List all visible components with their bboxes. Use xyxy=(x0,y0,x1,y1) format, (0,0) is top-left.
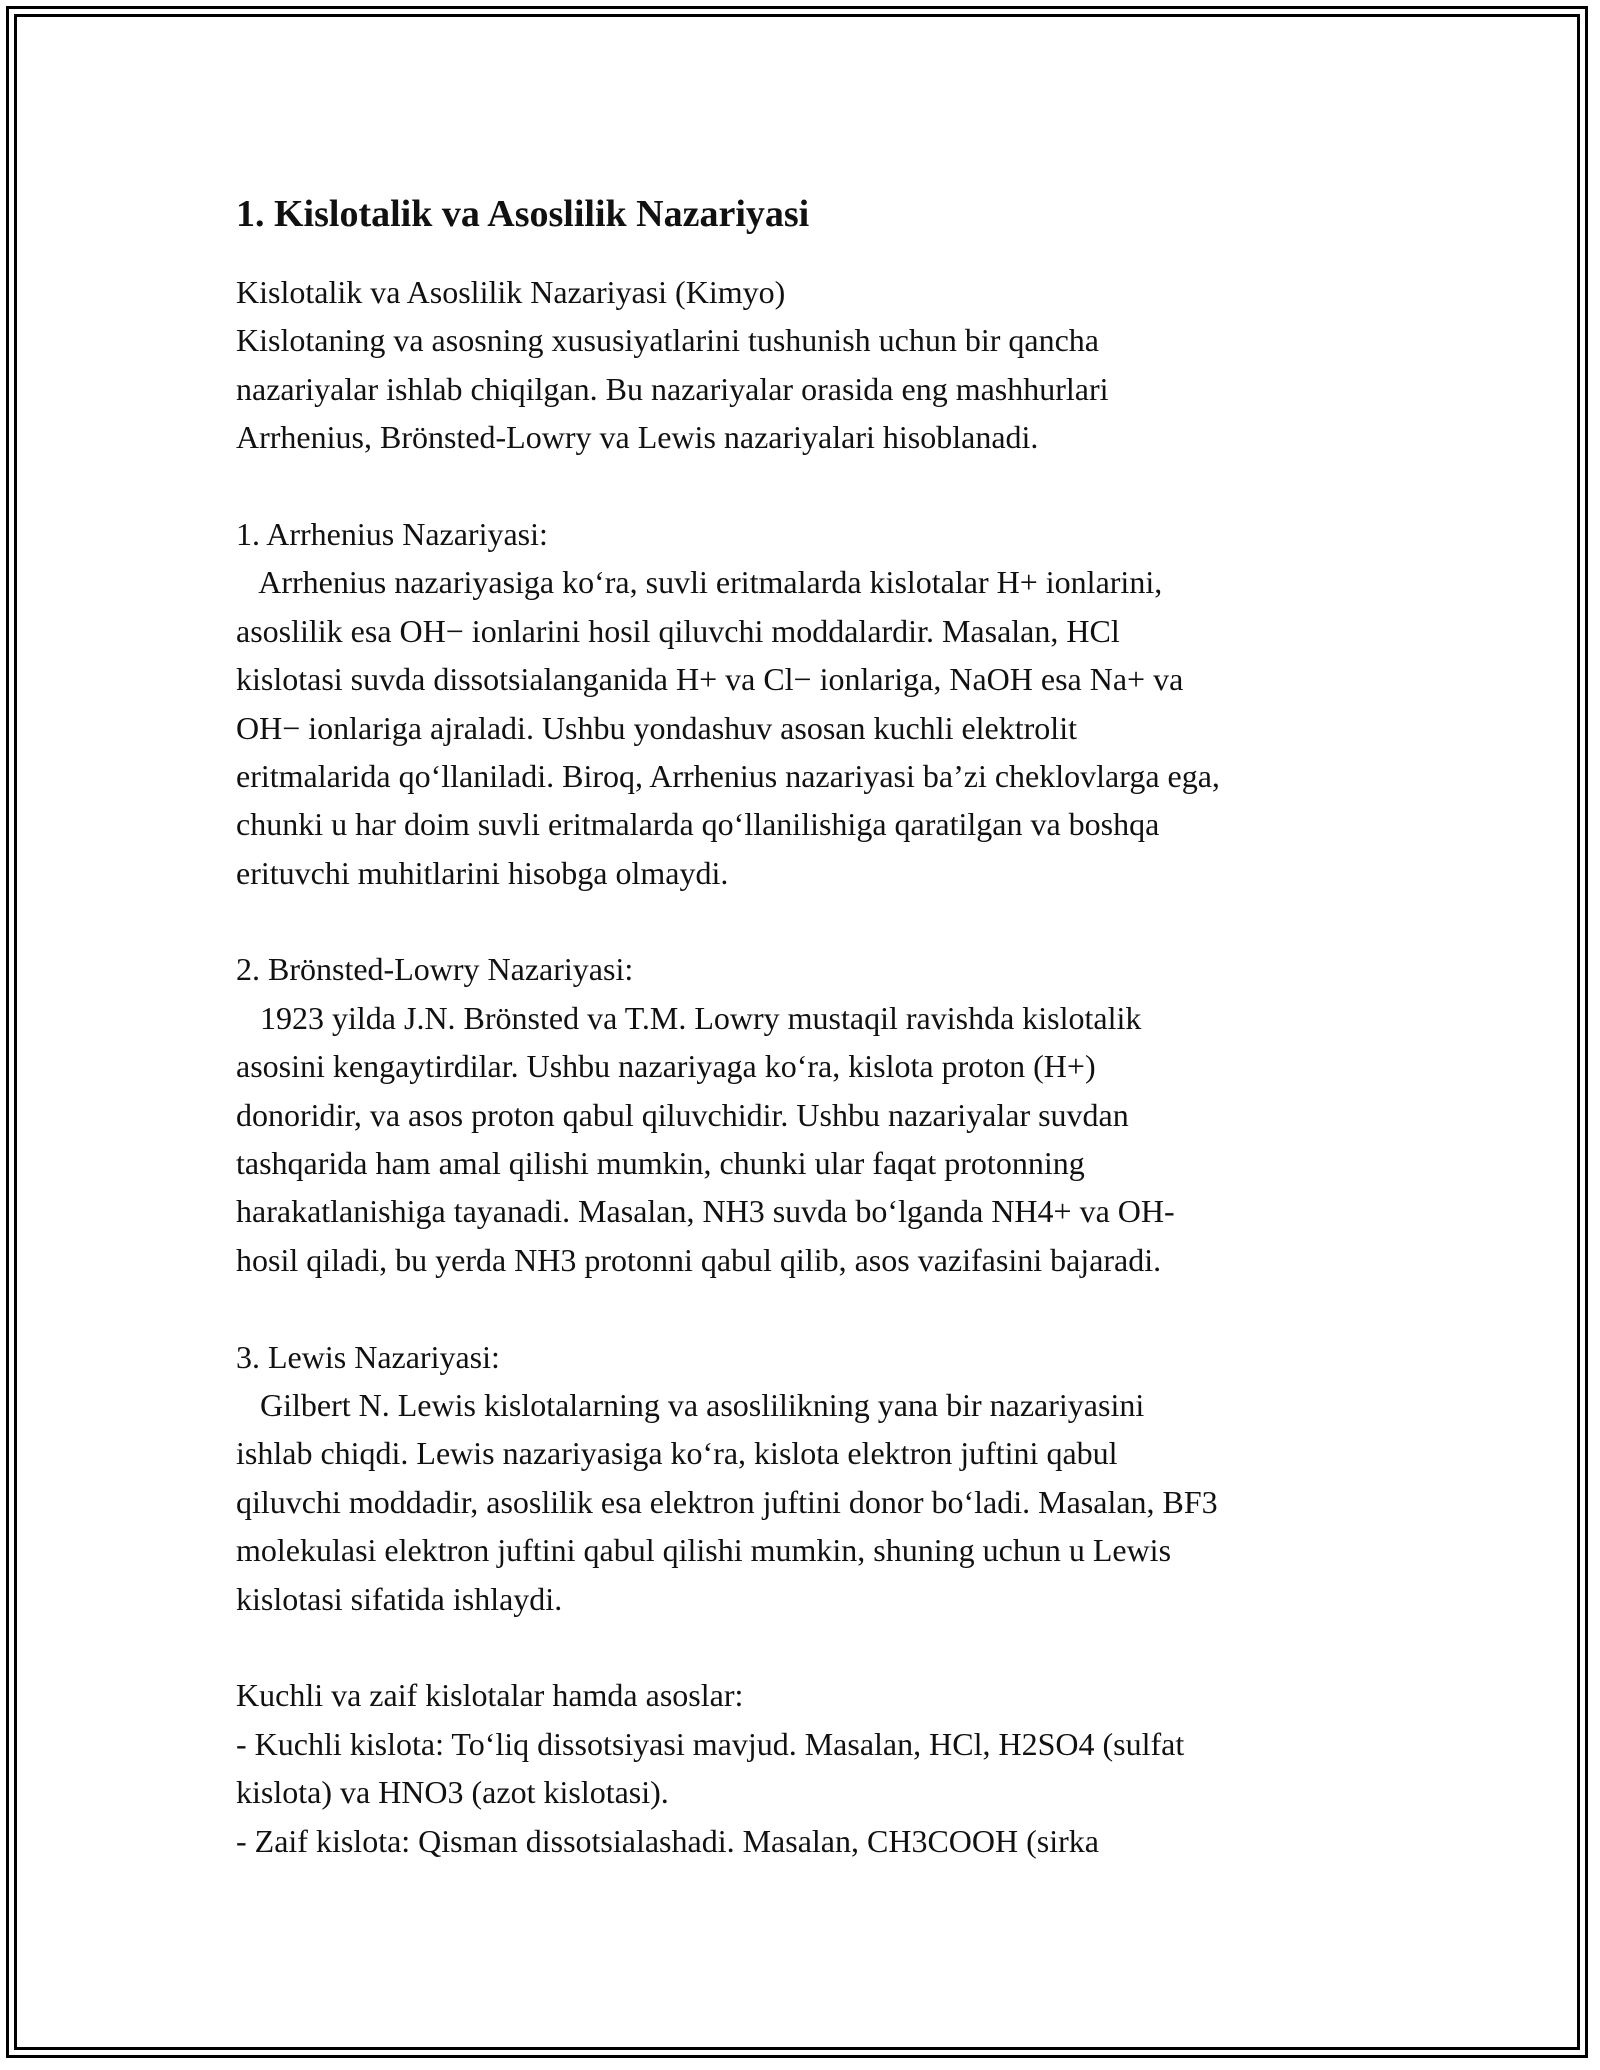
text-line: 3. Lewis Nazariyasi: xyxy=(236,1338,500,1375)
text-line: - Kuchli kislota: To‘liq dissotsiyasi mavjud. Masalan, HCl, H2SO4 (sulfat xyxy=(236,1725,1185,1762)
text-line: ishlab chiqdi. Lewis nazariyasiga ko‘ra, kislota elektron juftini qabul xyxy=(236,1435,1118,1472)
blank-line xyxy=(236,897,1376,945)
blank-line xyxy=(236,1623,1376,1671)
document-body xyxy=(236,186,1376,1865)
text-line: nazariyalar ishlab chiqilgan. Bu nazariyalar orasida eng mashhurlari xyxy=(236,370,1109,407)
text-line: erituvchi muhitlarini hisobga olmaydi. xyxy=(236,854,729,891)
text-line: Kislotaning va asosning xususiyatlarini tushunish uchun bir qancha xyxy=(236,322,1099,359)
text-line: 1923 yilda J.N. Brönsted va T.M. Lowry mustaqil ravishda kislotalik xyxy=(236,999,1142,1036)
body-text xyxy=(236,268,1376,1865)
text-line: Arrhenius, Brönsted-Lowry va Lewis nazariyalari hisoblanadi. xyxy=(236,419,1039,456)
text-line: asoslilik esa OH− ionlarini hosil qiluvchi moddalardir. Masalan, HCl xyxy=(236,612,1120,649)
blank-line xyxy=(236,462,1376,510)
text-line: chunki u har doim suvli eritmalarda qo‘llanilishiga qaratilgan va boshqa xyxy=(236,806,1160,843)
text-line: Arrhenius nazariyasiga ko‘ra, suvli eritmalarda kislotalar H+ ionlarini, xyxy=(236,564,1163,601)
text-line: harakatlanishiga tayanadi. Masalan, NH3 suvda bo‘lganda NH4+ va OH- xyxy=(236,1193,1175,1230)
text-line: hosil qiladi, bu yerda NH3 protonni qabul qilib, asos vazifasini bajaradi. xyxy=(236,1241,1162,1278)
text-line: Gilbert N. Lewis kislotalarning va asoslilikning yana bir nazariyasini xyxy=(236,1386,1145,1423)
text-line: qiluvchi moddadir, asoslilik esa elektron juftini donor bo‘ladi. Masalan, BF3 xyxy=(236,1483,1218,1520)
text-line: tashqarida ham amal qilishi mumkin, chunki ular faqat protonning xyxy=(236,1145,1085,1182)
document-heading: 1. Kislotalik va Asoslilik Nazariyasi xyxy=(236,193,810,235)
text-line: 1. Arrhenius Nazariyasi: xyxy=(236,515,548,552)
text-line: Kislotalik va Asoslilik Nazariyasi (Kimyo) xyxy=(236,274,786,310)
text-line: molekulasi elektron juftini qabul qilishi mumkin, shuning uchun u Lewis xyxy=(236,1532,1172,1569)
text-line: kislota) va HNO3 (azot kislotasi). xyxy=(236,1774,669,1811)
text-line: eritmalarida qo‘llaniladi. Biroq, Arrhenius nazariyasi ba’zi cheklovlarga ega, xyxy=(236,757,1220,794)
blank-line xyxy=(236,1284,1376,1332)
text-line: kislotasi suvda dissotsialanganida H+ va Cl− ionlariga, NaOH esa Na+ va xyxy=(236,661,1184,698)
text-line: kislotasi sifatida ishlaydi. xyxy=(236,1580,563,1617)
text-line: OH− ionlariga ajraladi. Ushbu yondashuv asosan kuchli elektrolit xyxy=(236,709,1077,746)
text-line: Kuchli va zaif kislotalar hamda asoslar: xyxy=(236,1677,744,1714)
text-line: asosini kengaytirdilar. Ushbu nazariyaga ko‘ra, kislota proton (H+) xyxy=(236,1048,1096,1085)
text-line: - Zaif kislota: Qisman dissotsialashadi. Masalan, CH3COOH (sirka xyxy=(236,1822,1099,1859)
text-line: 2. Brönsted-Lowry Nazariyasi: xyxy=(236,951,634,988)
text-line: donoridir, va asos proton qabul qiluvchidir. Ushbu nazariyalar suvdan xyxy=(236,1096,1129,1133)
